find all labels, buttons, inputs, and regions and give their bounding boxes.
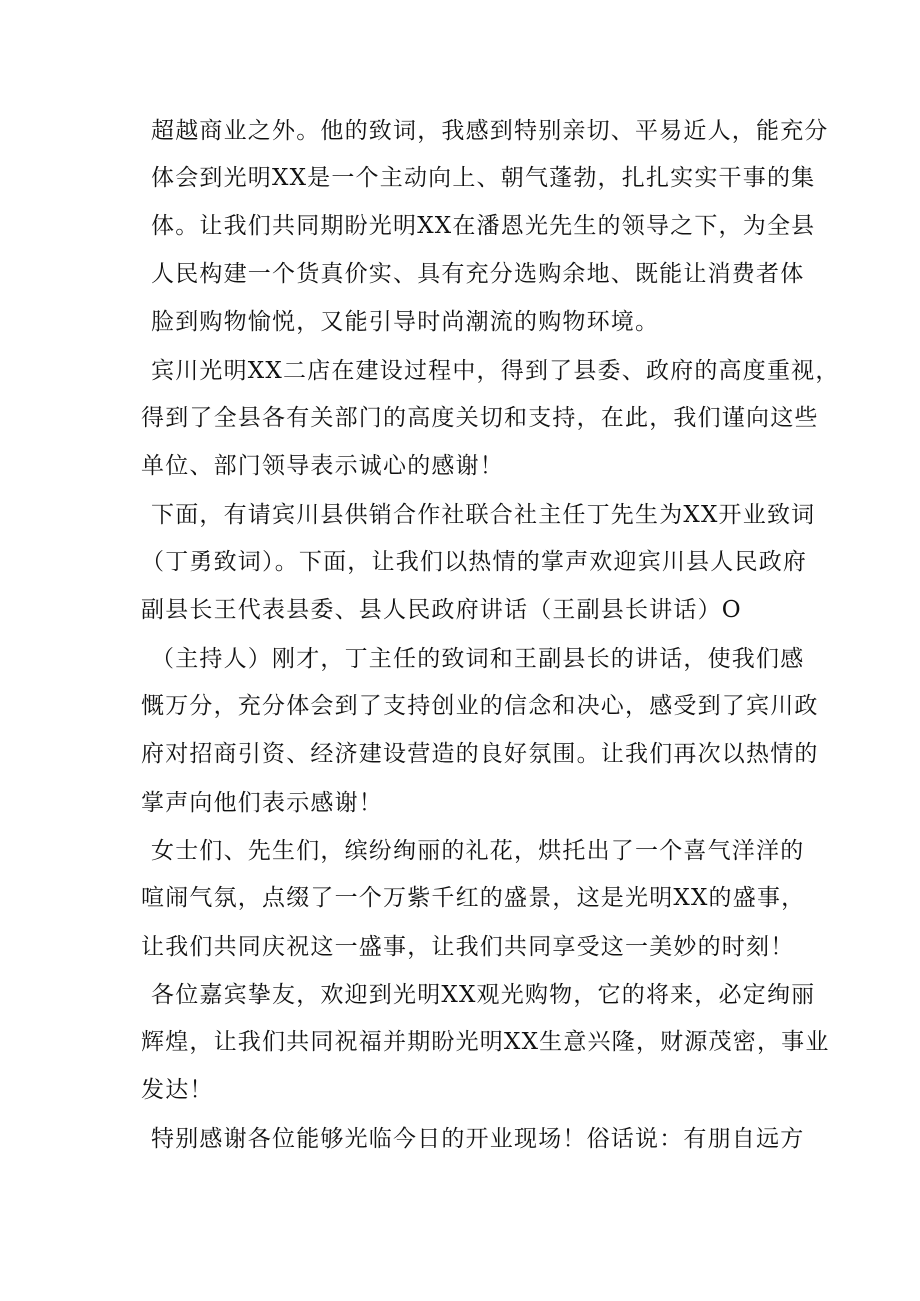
text-line: 人民构建一个货真价实、具有充分选购余地、既能让消费者体 xyxy=(151,261,805,287)
text-line: 体会到光明XX是一个主动向上、朝气蓬勃，扎扎实实干事的集 xyxy=(151,165,816,191)
text-line: （主持人）刚才，丁主任的致词和王副县长的讲话，使我们感 xyxy=(151,646,805,672)
text-line: 单位、部门领导表示诚心的感谢！ xyxy=(141,453,504,479)
text-line: 女士们、先生们，缤纷绚丽的礼花，烘托出了一个喜气洋洋的 xyxy=(151,838,805,864)
text-line: 让我们共同庆祝这一盛事，让我们共同享受这一美妙的时刻！ xyxy=(141,934,795,960)
text-line: 发达！ xyxy=(141,1077,214,1103)
text-line: 掌声向他们表示感谢！ xyxy=(141,790,383,816)
text-line: 府对招商引资、经济建设营造的良好氛围。让我们再次以热情的 xyxy=(141,741,819,767)
text-line: 下面，有请宾川县供销合作社联合社主任丁先生为XX开业致词 xyxy=(151,502,816,528)
text-line: 慨万分，充分体会到了支持创业的信念和决心，感受到了宾川政 xyxy=(141,693,819,719)
text-line: 各位嘉宾挚友，欢迎到光明XX观光购物，它的将来，必定绚丽 xyxy=(151,982,816,1008)
text-line: 喧闹气氛，点缀了一个万紫千红的盛景，这是光明XX的盛事， xyxy=(141,885,806,911)
text-line: 副县长王代表县委、县人民政府讲话（王副县长讲话）O xyxy=(141,597,742,623)
text-line: 超越商业之外。他的致词，我感到特别亲切、平易近人，能充分 xyxy=(151,118,829,144)
text-line: 特别感谢各位能够光临今日的开业现场！俗话说：有朋自远方 xyxy=(151,1126,805,1152)
text-line: 得到了全县各有关部门的高度关切和支持，在此，我们谨向这些 xyxy=(141,405,819,431)
text-line: 脸到购物愉悦，又能引导时尚潮流的购物环境。 xyxy=(151,309,660,335)
text-line: （丁勇致词）。下面，让我们以热情的掌声欢迎宾川县人民政府 xyxy=(141,549,808,575)
text-line: 宾川光明XX二店在建设过程中，得到了县委、政府的高度重视， xyxy=(151,358,840,384)
text-line: 体。让我们共同期盼光明XX在潘恩光先生的领导之下，为全县 xyxy=(151,213,816,239)
text-line: 辉煌，让我们共同祝福并期盼光明XX生意兴隆，财源茂密，事业 xyxy=(141,1029,830,1055)
